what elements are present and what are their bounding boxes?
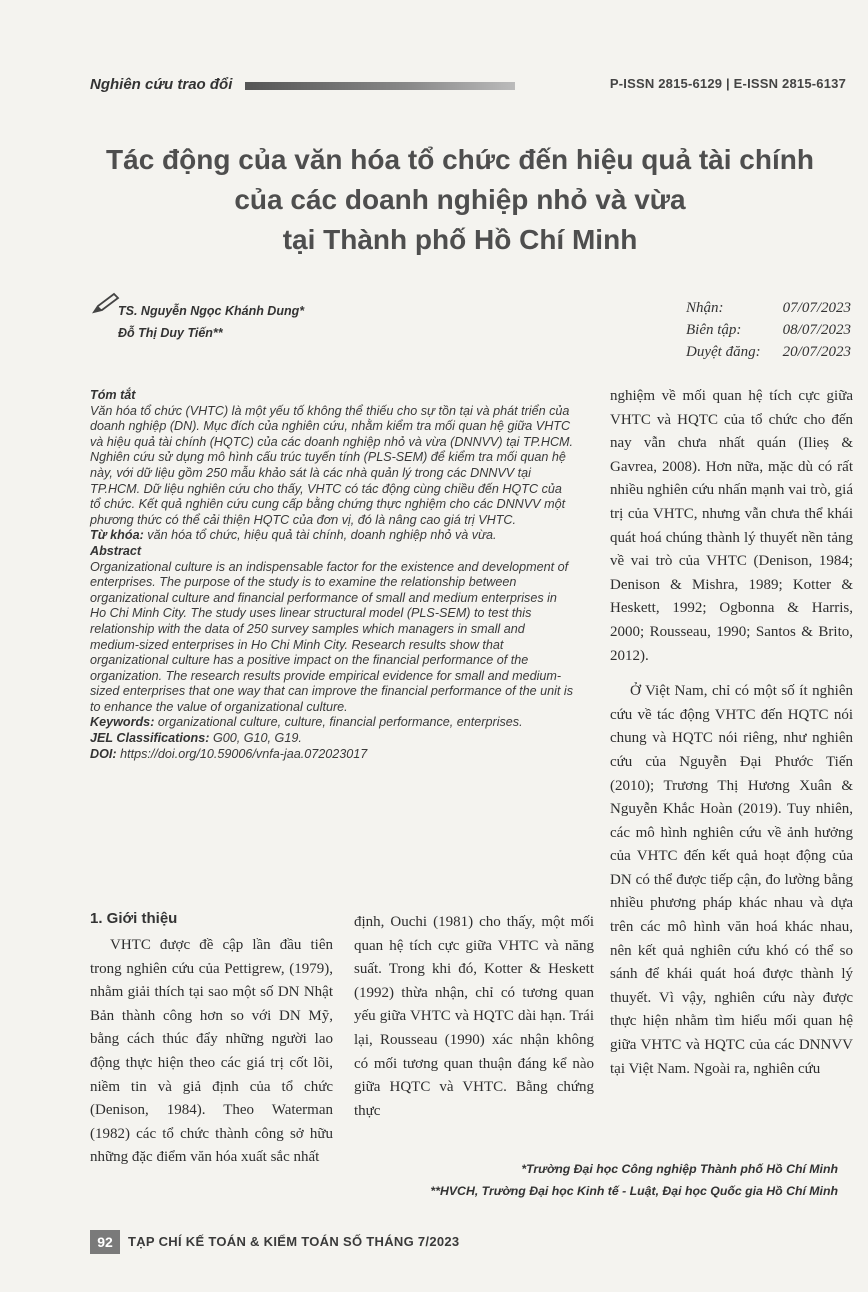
jel-heading: JEL Classifications: xyxy=(90,731,210,746)
author-2: Đỗ Thị Duy Tiến** xyxy=(118,326,223,340)
intro-paragraph-4: Ở Việt Nam, chỉ có một số ít nghiên cứu về tác động VHTC đến HQTC nói chung và HQTC nói riêng, như nghiên cứu của Nguyễn Đại Phước Tiến (2010); Trương Thị Hương Xuân & Nguyễn Khắc Hoàn (2019). Tuy nhiên, các mô hình nghiên cứu về ảnh hưởng của VHTC đến kết quả hoạt động của DN có thể được tiếp cận, đo lường bằng nhiều phương pháp khác nhau và dựa trên các mô hình văn hoá khác nhau, nên kết quả nghiên cứu khó có thể so sánh để khái quát hoá được thành lý thuyết. Vì vậy, nghiên cứu này được thực hiện nhằm tìm hiểu mối quan hệ giữa VHTC và HQTC của các DNNVV tại Việt Nam. Ngoài ra, nghiên cứu xyxy=(610,683,853,1077)
intro-paragraph-3: nghiệm về mối quan hệ tích cực giữa VHTC và HQTC của tổ chức cho đến nay vẫn chưa nhất quán (Ilieș & Gavrea, 2008). Hơn nữa, mặc dù có rất nhiều nghiên cứu nhấn mạnh vai trò, giá trị của VHTC, nhưng vẫn chưa thể khái quát hoá chúng thành lý thuyết nền tảng về vai trò của VHTC (Denison, 1984; Denison & Mishra, 1989; Kotter & Heskett, 1992; Ogbonna & Harris, 2000; Rousseau, 1990; Santos & Brito, 2012). xyxy=(610,388,853,664)
keywords-text: organizational culture, culture, financial performance, enterprises. xyxy=(154,715,523,730)
intro-paragraph-2: định, Ouchi (1981) cho thấy, một mối quan hệ tích cực giữa VHTC và năng suất. Trong khi đó, Kotter & Heskett (1992) thừa nhận, chỉ có tương quan yếu giữa VHTC và HQTC dài hạn. Trái lại, Rousseau (1990) xác nhận không có mối tương quan thuận đáng kể nào giữa HQTC và VHTC. Bằng chứng thực xyxy=(354,914,594,1119)
section-heading: 1. Giới thiệu xyxy=(90,910,178,927)
edited-label: Biên tập: xyxy=(686,322,742,338)
issn-label: P-ISSN 2815-6129 | E-ISSN 2815-6137 xyxy=(609,76,846,91)
intro-paragraph-1: VHTC được đề cập lần đầu tiên trong nghiên cứu của Pettigrew, (1979), nhằm giải thích tại sao một số DN Nhật Bản thành công hơn so với DN Mỹ, bằng cách thúc đẩy những người lao động thực hiện theo các giá trị cốt lõi, niềm tin và giả định của tổ chức (Denison, 1984). Theo Waterman (1982) các tổ chức thành công sở hữu những đặc điểm văn hóa xuất sắc nhất xyxy=(90,937,333,1166)
title-line-3: tại Thành phố Hồ Chí Minh xyxy=(282,224,638,255)
received-label: Nhận: xyxy=(686,300,724,316)
abstract-heading: Abstract xyxy=(90,543,142,558)
affiliation-1: *Trường Đại học Công nghiệp Thành phố Hồ Chí Minh xyxy=(521,1162,838,1176)
keywords-heading: Keywords: xyxy=(90,715,155,730)
approved-label: Duyệt đăng: xyxy=(686,344,761,360)
author-1: TS. Nguyễn Ngọc Khánh Dung* xyxy=(118,304,305,318)
body-column-1 xyxy=(90,934,333,1170)
doi-link[interactable]: https://doi.org/10.59006/vnfa-jaa.072023017 xyxy=(116,746,368,761)
title-line-1: Tác động của văn hóa tổ chức đến hiệu quả tài chính xyxy=(106,144,814,175)
header-rule xyxy=(245,82,515,90)
approved-date: 20/07/2023 xyxy=(782,344,851,360)
tomtat-heading: Tóm tắt xyxy=(90,388,136,402)
journal-footer: TẠP CHÍ KẾ TOÁN & KIỂM TOÁN SỐ THÁNG 7/2023 xyxy=(128,1234,460,1249)
body-column-3 xyxy=(610,385,853,1081)
page-number: 92 xyxy=(90,1230,120,1254)
pen-icon xyxy=(92,292,120,320)
tomtat-text: Văn hóa tổ chức (VHTC) là một yếu tố không thể thiếu cho sự tồn tại và phát triển của doanh nghiệp (DN). Mục đích của nghiên cứu, nhằm kiểm tra mối quan hệ giữa VHTC và hiệu quả tài chính (HQTC) của các doanh nghiệp nhỏ và vừa (DNNVV) tại TP.HCM. Nghiên cứu sử dụng mô hình cấu trúc tuyến tính (PLS-SEM) để kiểm tra mối quan hệ này, với dữ liệu gồm 250 mẫu khảo sát là các nhà quản lý trong các DNNVV tại TP.HCM. Dữ liệu nghiên cứu cho thấy, VHTC có tác động cùng chiều đến HQTC của tổ chức. Kết quả nghiên cứu cung cấp bằng chứng thực nghiệm cho các DNNVV một phương thức có thể cải thiện HQTC của đơn vị, đó là nâng cao giá trị VHTC. xyxy=(90,403,574,527)
article-dates xyxy=(686,297,851,363)
edited-date: 08/07/2023 xyxy=(782,322,851,338)
abstract-text: Organizational culture is an indispensable factor for the existence and development of enterprises. The purpose of the study is to examine the relationship between organizational culture and financial performance of small and medium enterprises in Ho Chi Minh City. The study uses linear structural model (PLS-SEM) to test this relationship with the data of 250 survey samples which managers in small and medium-sized enterprises in Ho Chi Minh City. Research results show that organizational culture has a positive impact on the financial performance of the organization. The research results provide empirical evidence for small and medium-sized enterprises that one way that can improve the financial performance of the unit is to enhance the value of organizational culture. xyxy=(90,559,574,714)
tukhoa-text: văn hóa tổ chức, hiệu quả tài chính, doanh nghiệp nhỏ và vừa. xyxy=(143,528,497,543)
affiliation-2: **HVCH, Trường Đại học Kinh tế - Luật, Đại học Quốc gia Hồ Chí Minh xyxy=(430,1184,838,1198)
jel-text: G00, G10, G19. xyxy=(209,731,302,746)
body-column-2 xyxy=(354,911,594,1123)
abstract-block xyxy=(90,388,575,762)
tukhoa-heading: Từ khóa: xyxy=(90,528,144,543)
title-line-2: của các doanh nghiệp nhỏ và vừa xyxy=(234,184,686,215)
received-date: 07/07/2023 xyxy=(782,300,851,316)
section-label: Nghiên cứu trao đổi xyxy=(90,76,233,93)
doi-heading: DOI: xyxy=(90,746,117,761)
